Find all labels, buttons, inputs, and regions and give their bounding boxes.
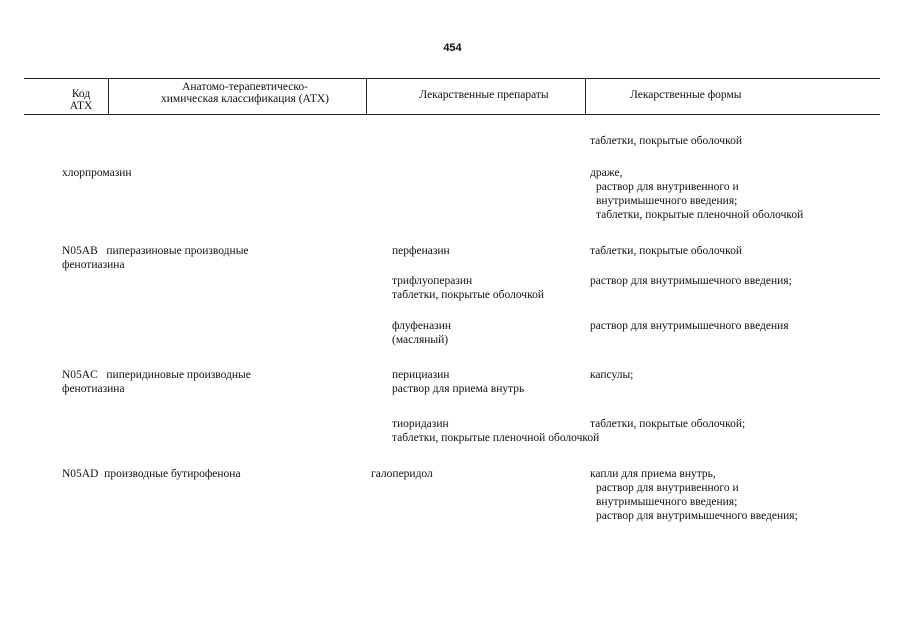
row-2-classification	[62, 244, 249, 272]
form-line: внутримышечного введения;	[596, 195, 738, 207]
row-5-forms: капсулы;	[590, 369, 634, 381]
drug-name: трифлуоперазин	[392, 275, 473, 287]
drug-name: перициазин	[392, 369, 450, 381]
header-forms: Лекарственные формы	[630, 89, 742, 101]
row-0-forms: таблетки, покрытые оболочкой	[590, 135, 742, 147]
atx-code: N05AC	[62, 369, 98, 381]
atx-code: N05AD	[62, 468, 99, 480]
row-4-drug	[392, 319, 451, 347]
drug-extra: таблетки, покрытые пленочной оболочкой	[392, 432, 600, 444]
classification-line1: производные бутирофенона	[104, 468, 241, 480]
table-top-rule	[24, 78, 880, 79]
classification-line2: фенотиазина	[62, 383, 125, 395]
classification-line2: фенотиазина	[62, 259, 125, 271]
classification-line1: пиперидиновые производные	[106, 369, 251, 381]
form-line: раствор для внутривенного и	[596, 482, 739, 494]
row-6-forms: таблетки, покрытые оболочкой;	[590, 418, 746, 430]
drug-name: флуфеназин	[392, 320, 452, 332]
header-classification-line1: Анатомо-терапевтическо-	[182, 81, 308, 93]
row-7-forms	[590, 467, 798, 523]
row-2-drug: перфеназин	[392, 245, 450, 257]
header-code-line1: Код	[71, 88, 91, 100]
row-3-drug	[392, 274, 544, 302]
header-classification	[140, 81, 350, 105]
drug-name: тиоридазин	[392, 418, 449, 430]
page-number: 454	[443, 42, 462, 54]
atx-code: N05AB	[62, 245, 98, 257]
form-line: внутримышечного введения;	[596, 496, 738, 508]
header-code	[60, 88, 102, 112]
form-line: таблетки, покрытые пленочной оболочкой	[596, 209, 804, 221]
form-line: драже,	[590, 167, 623, 179]
row-6-drug	[392, 417, 599, 445]
row-2-forms: таблетки, покрытые оболочкой	[590, 245, 742, 257]
row-1-forms	[590, 166, 803, 222]
header-divider-3	[585, 79, 586, 114]
header-divider-1	[108, 79, 109, 114]
row-7-drug: галоперидол	[371, 468, 433, 480]
classification-line1: пиперазиновые производные	[106, 245, 249, 257]
drug-extra: (масляный)	[392, 334, 449, 346]
form-line: раствор для внутримышечного введения;	[596, 510, 798, 522]
drug-extra: раствор для приема внутрь	[392, 383, 525, 395]
header-drugs: Лекарственные препараты	[419, 89, 549, 101]
row-7-classification	[62, 467, 241, 481]
form-line: раствор для внутривенного и	[596, 181, 739, 193]
form-line: капли для приема внутрь,	[590, 468, 716, 480]
drug-extra: таблетки, покрытые оболочкой	[392, 289, 544, 301]
header-classification-line2: химическая классификация (АТХ)	[161, 93, 329, 105]
row-5-drug	[392, 368, 524, 396]
row-1-drug: хлорпромазин	[62, 167, 132, 179]
table-header-bottom-rule	[24, 114, 880, 115]
header-code-line2: АТХ	[69, 100, 93, 112]
row-3-forms: раствор для внутримышечного введения;	[590, 275, 792, 287]
header-divider-2	[366, 79, 367, 114]
row-5-classification	[62, 368, 251, 396]
row-4-forms: раствор для внутримышечного введения	[590, 320, 789, 332]
